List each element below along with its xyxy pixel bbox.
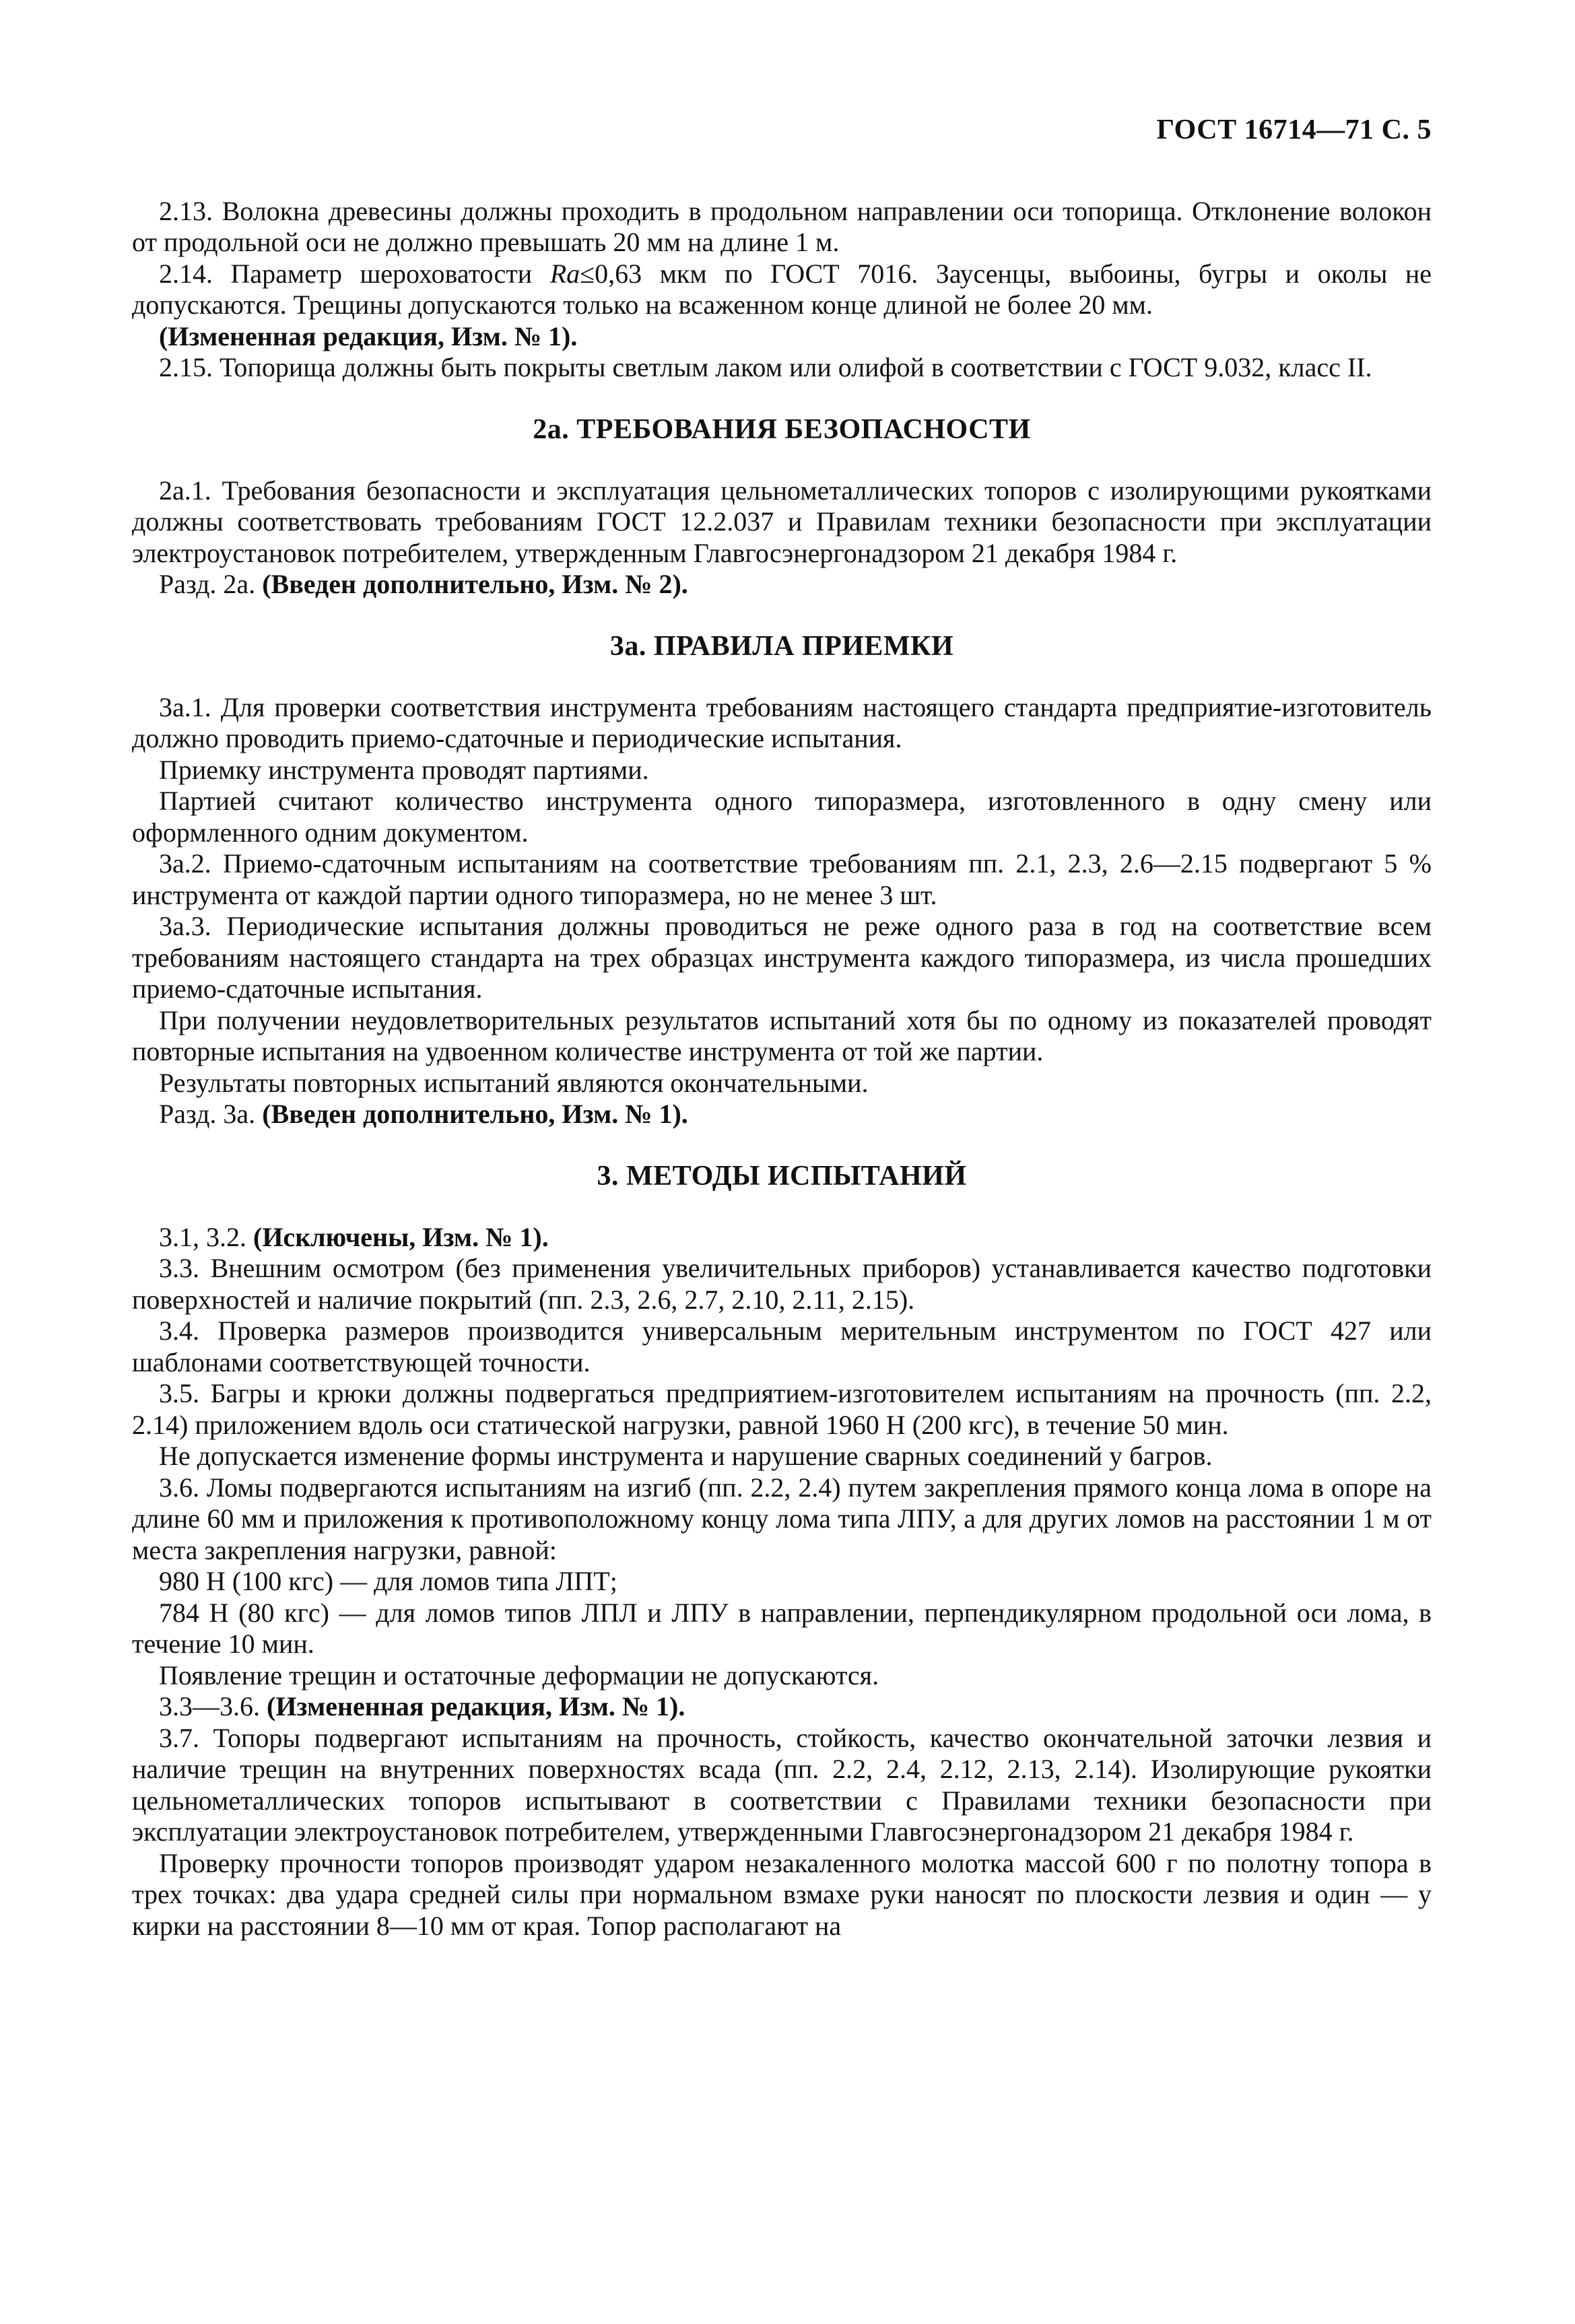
page-header: ГОСТ 16714—71 С. 5 <box>1156 114 1432 145</box>
clause-2-15: 2.15. Топорища должны быть покрыты светлым лаком или олифой в соответствии с ГОСТ 9.032, класс II. <box>159 352 1372 382</box>
clause-3-6: 3.6. Ломы подвергаются испытаниям на изгиб (пп. 2.2, 2.4) путем закрепления прямого конца лома в опоре на длине 60 мм и приложения к противоположному концу лома типа ЛПУ, а для других ломов на расстоянии 1 м от места закрепления нагрузки, равной: <box>132 1472 1432 1565</box>
clause-2a-1: 2а.1. Требования безопасности и эксплуатация цельнометаллических топоров с изолирующими рукоятками должны соответствовать требованиям ГОСТ 12.2.037 и Правилам техники безопасности при эксплуатации электроустановок потребителем, утвержденным Главгосэнергонадзором 21 декабря 1984 г. <box>132 475 1432 568</box>
clause-3a-3: 3а.3. Периодические испытания должны проводиться не реже одного раза в год на соответствие всем требованиям настоящего стандарта на трех образцах инструмента каждого типоразмера, из числа прошедших приемо-сдаточные испытания. <box>132 911 1432 1004</box>
clause-2-13: 2.13. Волокна древесины должны проходить в продольном направлении оси топорища. Отклонение волокон от продольной оси не должно превышать 20 мм на длине 1 м. <box>132 195 1432 257</box>
clause-3a-3-retest: При получении неудовлетворительных результатов испытаний хотя бы по одному из показателей проводят повторные испытания на удвоенном количестве инструмента от той же партии. <box>132 1004 1432 1066</box>
section-note-3a <box>132 1099 1432 1130</box>
clause-3-5: 3.5. Багры и крюки должны подвергаться предприятием-изготовителем испытаниям на прочность (пп. 2.2, 2.14) приложением вдоль оси статической нагрузки, равной 1960 Н (200 кгс), в течение 50 мин. <box>132 1378 1432 1440</box>
amendment-note: (Измененная редакция, Изм. № 1). <box>159 320 578 351</box>
clause-3a-1-batch: Партией считают количество инструмента одного типоразмера, изготовленного в одну смену или оформленного одним документом. <box>132 786 1432 848</box>
clause-2-14-rest: ≤0,63 мкм по ГОСТ 7016. Заусенцы, выбоины, бугры и околы не допускаются. Трещины допускаются только на всаженном конце длиной не более 20 мм. <box>132 258 1432 320</box>
amendment-note-2-bold: (Измененная редакция, Изм. № 1). <box>267 1691 685 1721</box>
clause-3-1-bold: (Исключены, Изм. № 1). <box>253 1221 549 1252</box>
clause-2-14 <box>132 259 1432 321</box>
clause-3a-1-acceptance: Приемку инструмента проводят партиями. <box>159 754 649 785</box>
clause-3-1-ref: 3.1, 3.2. <box>159 1221 253 1252</box>
clause-3a-3-final: Результаты повторных испытаний являются окончательными. <box>159 1067 869 1098</box>
section-title-3: 3. МЕТОДЫ ИСПЫТАНИЙ <box>597 1160 967 1192</box>
section-note-3a-ref: Разд. 3а. <box>159 1099 263 1129</box>
clause-3-6-load-2: 784 Н (80 кгс) — для ломов типов ЛПЛ и ЛПУ в направлении, перпендикулярном продольной оси лома, в течение 10 мин. <box>132 1597 1432 1659</box>
clause-3-6-load-1: 980 Н (100 кгс) — для ломов типа ЛПТ; <box>159 1566 617 1596</box>
clause-3-4: 3.4. Проверка размеров производится универсальным мерительным инструментом по ГОСТ 427 или шаблонами соответствующей точности. <box>132 1315 1432 1377</box>
amendment-note-2 <box>132 1691 1432 1723</box>
clause-3-3: 3.3. Внешним осмотром (без применения увеличительных приборов) устанавливается качество подготовки поверхностей и наличие покрытий (пп. 2.3, 2.6, 2.7, 2.10, 2.11, 2.15). <box>132 1253 1432 1315</box>
clause-3a-2: 3а.2. Приемо-сдаточным испытаниям на соответствие требованиям пп. 2.1, 2.3, 2.6—2.15 подвергают 5 % инструмента от каждой партии одного типоразмера, но не менее 3 шт. <box>132 848 1432 910</box>
clause-3a-1: 3а.1. Для проверки соответствия инструмента требованиям настоящего стандарта предприятие-изготовитель должно проводить приемо-сдаточные и периодические испытания. <box>132 691 1432 753</box>
clause-2-14-start: 2.14. Параметр шероховатости <box>159 258 550 289</box>
ra-symbol: Ra <box>549 258 580 289</box>
section-note-2a-bold: (Введен дополнительно, Изм. № 2). <box>262 569 688 599</box>
section-note-3a-bold: (Введен дополнительно, Изм. № 1). <box>262 1099 688 1129</box>
clause-3-7-test: Проверку прочности топоров производят ударом незакаленного молотка массой 600 г по полотну топора в трех точках: два удара средней силы при нормальном взмахе руки наносят по плоскости лезвия и один — у кирки на расстоянии 8—10 мм от края. Топор располагают на <box>132 1847 1432 1941</box>
clause-3-6-note: Появление трещин и остаточные деформации не допускаются. <box>159 1660 879 1690</box>
clause-3-1 <box>132 1222 1432 1254</box>
section-note-2a <box>132 569 1432 601</box>
amendment-note-2-ref: 3.3—3.6. <box>159 1691 267 1721</box>
clause-3-7: 3.7. Топоры подвергают испытаниям на прочность, стойкость, качество окончательной заточки лезвия и наличие трещин на внутренних поверхностях всада (пп. 2.2, 2.4, 2.12, 2.13, 2.14). Изолирующие рукоятки цельнометаллических топоров испытывают в соответствии с Правилами техники безопасности при эксплуатации электроустановок потребителем, утвержденными Главгосэнергонадзором 21 декабря 1984 г. <box>132 1722 1432 1847</box>
document-page <box>132 114 1432 1942</box>
section-note-2a-ref: Разд. 2а. <box>159 569 263 599</box>
section-title-2a: 2а. ТРЕБОВАНИЯ БЕЗОПАСНОСТИ <box>533 413 1031 445</box>
section-title-3a: 3а. ПРАВИЛА ПРИЕМКИ <box>609 630 954 662</box>
clause-3-5-note: Не допускается изменение формы инструмента и нарушение сварных соединений у багров. <box>159 1441 1213 1471</box>
